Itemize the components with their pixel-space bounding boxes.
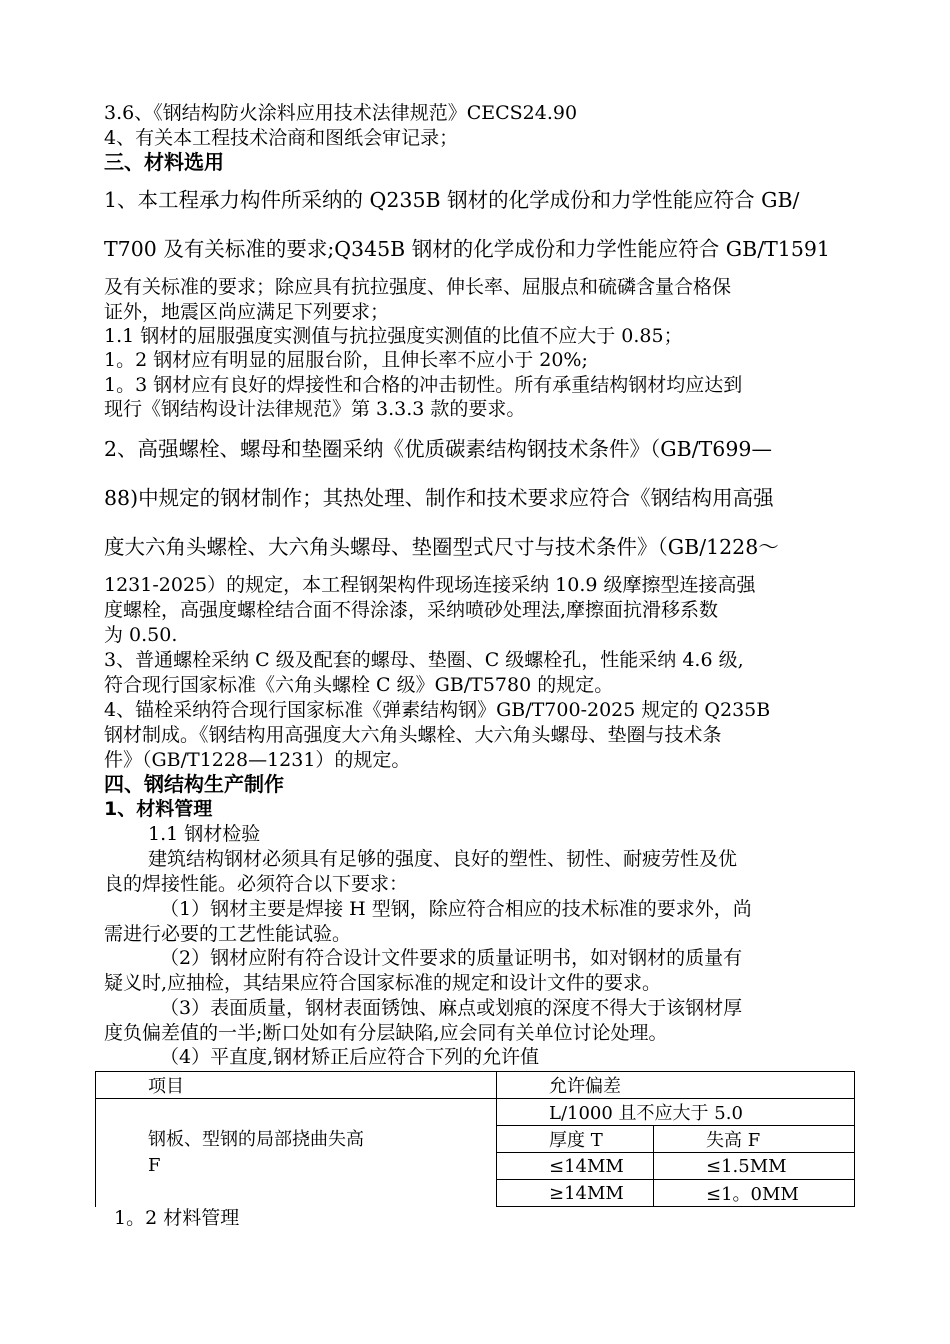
text-line: T700 及有关标准的要求;Q345B 钢材的化学成份和力学性能应符合 GB/T1591 — [104, 237, 830, 261]
text-line: 证外，地震区尚应满足下列要求； — [104, 301, 390, 323]
text-line: 度螺栓，高强度螺栓结合面不得涂漆，采纳喷砂处理法,摩擦面抗滑移系数 — [104, 599, 719, 621]
section-heading: 四、钢结构生产制作 — [104, 772, 284, 796]
table-cell-item — [96, 1099, 497, 1207]
text-line: 4、有关本工程技术洽商和图纸会审记录； — [104, 127, 459, 149]
table-cell: L/1000 且不应大于 5.0 — [497, 1099, 855, 1126]
text-line: 度大六角头螺栓、大六角头螺母、垫圈型式尺寸与技术条件》（GB/1228～ — [104, 535, 779, 559]
text-line: 4、锚栓采纳符合现行国家标准《弹素结构钢》GB/T700-2025 规定的 Q235B — [104, 699, 771, 721]
text-line: （3）表面质量，钢材表面锈蚀、麻点或划痕的深度不得大于该钢材厚 — [160, 997, 743, 1019]
table-header-item: 项目 — [96, 1072, 497, 1099]
table-cell: ≤14MM — [497, 1153, 654, 1180]
text-line: 良的焊接性能。必须符合以下要求： — [104, 873, 409, 895]
text-line: （2）钢材应附有符合设计文件要求的质量证明书，如对钢材的质量有 — [160, 947, 743, 969]
table-cell: ≤1.5MM — [654, 1153, 855, 1180]
section-heading: 三、材料选用 — [104, 150, 224, 174]
text-line: 件》（GB/T1228—1231）的规定。 — [104, 749, 411, 771]
text-line: 建筑结构钢材必须具有足够的强度、良好的塑性、韧性、耐疲劳性及优 — [148, 848, 738, 870]
text-line: 及有关标准的要求；除应具有抗拉强度、伸长率、屈服点和硫磷含量合格保 — [104, 276, 732, 298]
text-line: 度负偏差值的一半;断口处如有分层缺陷,应会同有关单位讨论处理。 — [104, 1022, 668, 1044]
text-line: 3、普通螺栓采纳 C 级及配套的螺母、垫圈、C 级螺栓孔，性能采纳 4.6 级, — [104, 649, 744, 671]
text-line: 疑义时,应抽检，其结果应符合国家标准的规定和设计文件的要求。 — [104, 972, 662, 994]
text-line: 1。3 钢材应有良好的焊接性和合格的冲击韧性。所有承重结构钢材均应达到 — [104, 374, 743, 396]
text-line: 1.1 钢材检验 — [148, 823, 261, 845]
text-line: 符合现行国家标准《六角头螺栓 C 级》GB/T5780 的规定。 — [104, 674, 614, 696]
text-line: 2、高强螺栓、螺母和垫圈采纳《优质碳素结构钢技术条件》（GB/T699— — [104, 437, 772, 461]
table-row — [96, 1072, 855, 1099]
table-cell-text: 钢板、型钢的局部挠曲失高 — [148, 1128, 364, 1150]
text-line: 1、本工程承力构件所采纳的 Q235B 钢材的化学成份和力学性能应符合 GB/ — [104, 188, 800, 212]
table-header-tolerance: 允许偏差 — [497, 1072, 855, 1099]
text-line: （4）平直度,钢材矫正后应符合下列的允许值 — [160, 1046, 540, 1068]
table-cell: 失高 F — [654, 1126, 855, 1153]
text-line: 1231-2025）的规定，本工程钢架构件现场连接采纳 10.9 级摩擦型连接高强 — [104, 574, 756, 596]
text-line: 为 0.50. — [104, 624, 178, 646]
text-line: 现行《钢结构设计法律规范》第 3.3.3 款的要求。 — [104, 398, 526, 420]
text-line: 需进行必要的工艺性能试验。 — [104, 923, 352, 945]
text-line: 1。2 钢材应有明显的屈服台阶，且伸长率不应小于 20%; — [104, 349, 588, 371]
text-line: （1）钢材主要是焊接 H 型钢，除应符合相应的技术标准的要求外，尚 — [160, 898, 752, 920]
text-line: 1.1 钢材的屈服强度实测值与抗拉强度实测值的比值不应大于 0.85； — [104, 325, 683, 347]
text-line: 1。2 材料管理 — [114, 1207, 240, 1229]
text-line: 88)中规定的钢材制作；其热处理、制作和技术要求应符合《钢结构用高强 — [104, 486, 774, 510]
table-row — [96, 1099, 855, 1126]
text-line: 钢材制成。《钢结构用高强度大六角头螺栓、大六角头螺母、垫圈与技术条 — [104, 724, 722, 746]
subsection-heading: 1、材料管理 — [104, 798, 213, 820]
table-cell: ≥14MM — [497, 1180, 654, 1207]
table-cell: 厚度 T — [497, 1126, 654, 1153]
text-line: 3.6、《钢结构防火涂料应用技术法律规范》CECS24.90 — [104, 102, 578, 124]
table-cell: ≤1。0MM — [654, 1180, 855, 1207]
table-cell-text: F — [148, 1154, 161, 1176]
tolerance-table — [95, 1071, 855, 1207]
